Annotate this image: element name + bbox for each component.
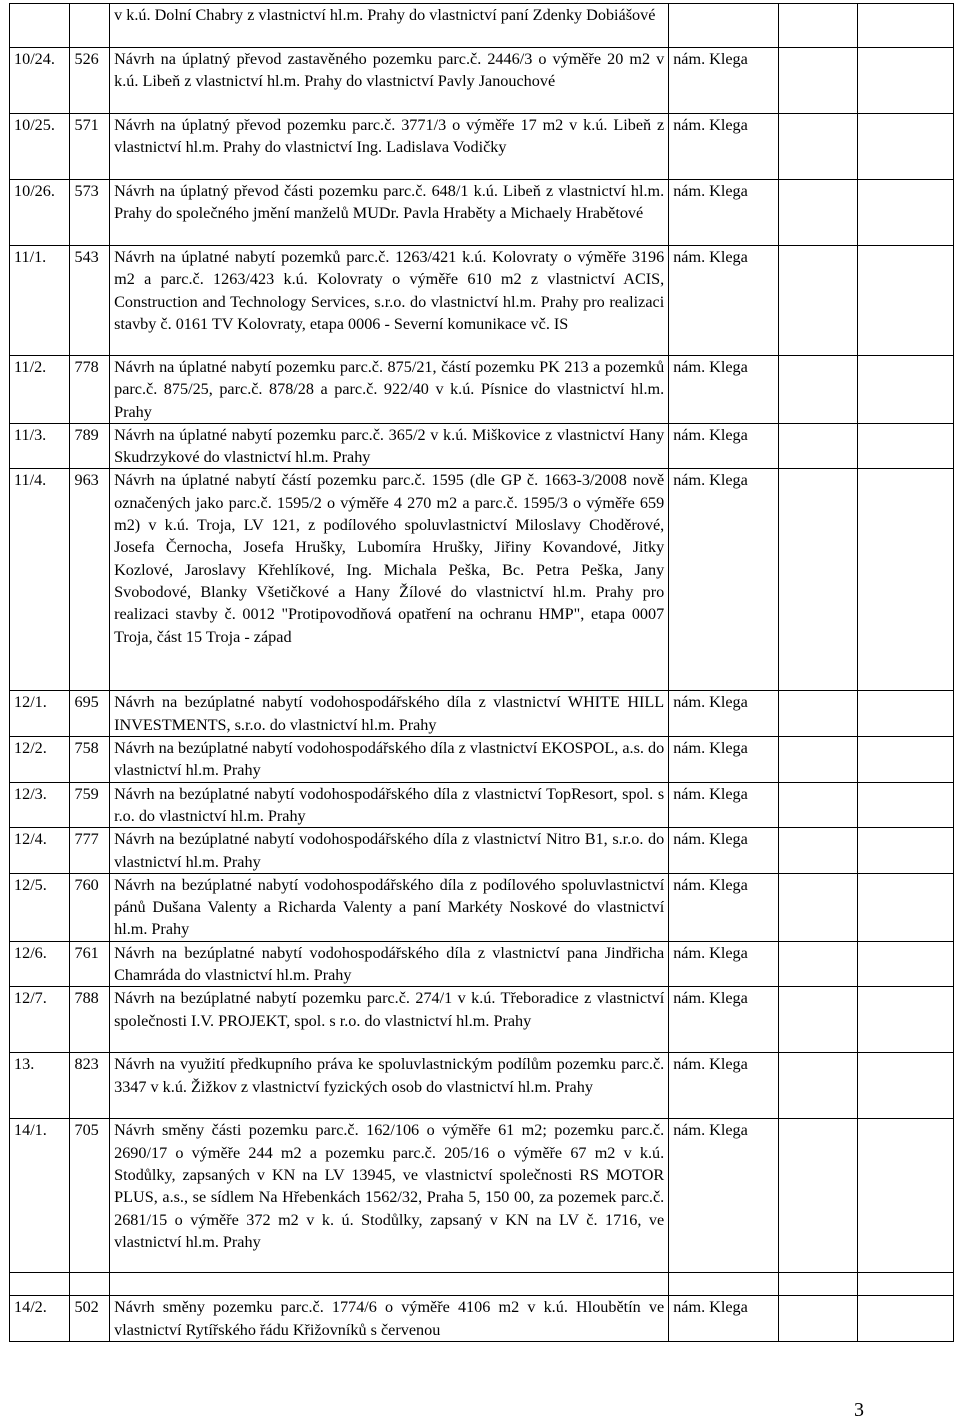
item-responsible: nám. Klega (669, 873, 779, 941)
item-description: Návrh na úplatný převod části pozemku parc.č. 648/1 k.ú. Libeň z vlastnictví hl.m. Prahy do společného jmění manželů MUDr. Pavla Hraběty a Michaely Hrabětové (110, 180, 669, 246)
empty-cell (857, 246, 953, 356)
item-responsible: nám. Klega (669, 1053, 779, 1119)
empty-cell (857, 782, 953, 828)
empty-cell (778, 873, 857, 941)
item-number: 12/6. (10, 941, 70, 987)
item-responsible: nám. Klega (669, 356, 779, 424)
agenda-row (10, 828, 954, 874)
item-reference: 705 (70, 1119, 110, 1273)
item-description: Návrh na bezúplatné nabytí vodohospodářského díla z vlastnictví WHITE HILL INVESTMENTS, s.r.o. do vlastnictví hl.m. Prahy (110, 691, 669, 737)
item-description: Návrh na bezúplatné nabytí pozemku parc.č. 274/1 v k.ú. Třeboradice z vlastnictví společnosti I.V. PROJEKT, spol. s r.o. do vlastnictví hl.m. Prahy (110, 987, 669, 1053)
item-description: Návrh na bezúplatné nabytí vodohospodářského díla z vlastnictví Nitro B1, s.r.o. do vlastnictví hl.m. Prahy (110, 828, 669, 874)
empty-cell (857, 4, 953, 48)
item-reference: 758 (70, 737, 110, 783)
item-reference: 695 (70, 691, 110, 737)
item-reference: 571 (70, 114, 110, 180)
item-number: 10/25. (10, 114, 70, 180)
item-responsible: nám. Klega (669, 469, 779, 691)
spacer-cell (857, 1273, 953, 1296)
empty-cell (857, 737, 953, 783)
empty-cell (857, 828, 953, 874)
item-reference: 963 (70, 469, 110, 691)
item-responsible: nám. Klega (669, 941, 779, 987)
item-description: Návrh směny části pozemku parc.č. 162/106 o výměře 61 m2; pozemku parc.č. 2690/17 o výměře 244 m2 a pozemku parc.č. 205/16 o výměře 67 m2 v k.ú. Stodůlky, zapsaných v KN na LV 13945, ve vlastnictví společnosti RS MOTOR PLUS, a.s., se sídlem Na Hřebenkách 1562/32, Praha 5, 150 00, za pozemek parc.č. 2681/15 o výměře 372 m2 v k. ú. Stodůlky, zapsaný v KN na LV č. 1716, ve vlastnictví hl.m. Prahy (110, 1119, 669, 1273)
item-reference: 761 (70, 941, 110, 987)
item-number: 14/1. (10, 1119, 70, 1273)
spacer-cell (778, 1273, 857, 1296)
empty-cell (857, 180, 953, 246)
item-number: 12/4. (10, 828, 70, 874)
item-reference: 526 (70, 48, 110, 114)
item-responsible: nám. Klega (669, 114, 779, 180)
empty-cell (778, 246, 857, 356)
item-responsible: nám. Klega (669, 987, 779, 1053)
agenda-row (10, 737, 954, 783)
empty-cell (778, 48, 857, 114)
agenda-row (10, 987, 954, 1053)
item-number: 14/2. (10, 1296, 70, 1342)
item-reference: 759 (70, 782, 110, 828)
agenda-row (10, 941, 954, 987)
item-description: Návrh na úplatné nabytí pozemku parc.č. 875/21, částí pozemku PK 213 a pozemků parc.č. 875/25, parc.č. 878/28 a parc.č. 922/40 v k.ú. Písnice do vlastnictví hl.m. Prahy (110, 356, 669, 424)
empty-cell (857, 873, 953, 941)
empty-cell (857, 114, 953, 180)
item-description: Návrh na bezúplatné nabytí vodohospodářského díla z vlastnictví EKOSPOL, a.s. do vlastnictví hl.m. Prahy (110, 737, 669, 783)
item-responsible: nám. Klega (669, 737, 779, 783)
empty-cell (778, 987, 857, 1053)
agenda-row (10, 246, 954, 356)
item-number: 12/5. (10, 873, 70, 941)
agenda-row (10, 356, 954, 424)
item-number: 12/7. (10, 987, 70, 1053)
item-description: Návrh na úplatné nabytí pozemků parc.č. 1263/421 k.ú. Kolovraty o výměře 3196 m2 a parc.č. 1263/423 k.ú. Kolovraty o výměře 610 m2 z vlastnictví ACIS, Construction and Technology Services, s.r.o. do vlastnictví hl.m. Prahy pro realizaci stavby č. 0161 TV Kolovraty, etapa 0006 - Severní komunikace vč. IS (110, 246, 669, 356)
item-responsible: nám. Klega (669, 828, 779, 874)
spacer-cell (110, 1273, 669, 1296)
item-reference: 788 (70, 987, 110, 1053)
agenda-row (10, 1053, 954, 1119)
item-responsible: nám. Klega (669, 48, 779, 114)
item-reference: 543 (70, 246, 110, 356)
item-reference: 823 (70, 1053, 110, 1119)
item-responsible: nám. Klega (669, 1119, 779, 1273)
item-number: 10/26. (10, 180, 70, 246)
agenda-row (10, 873, 954, 941)
empty-cell (778, 469, 857, 691)
agenda-body (10, 4, 954, 1342)
agenda-row (10, 114, 954, 180)
empty-cell (857, 1296, 953, 1342)
empty-cell (857, 987, 953, 1053)
item-description: Návrh na bezúplatné nabytí vodohospodářského díla z podílového spoluvlastnictví pánů Dušana Valenty a Richarda Valenty a paní Markéty Noskové do vlastnictví hl.m. Prahy (110, 873, 669, 941)
item-number: 11/4. (10, 469, 70, 691)
item-responsible: nám. Klega (669, 1296, 779, 1342)
item-description: Návrh na bezúplatné nabytí vodohospodářského díla z vlastnictví TopResort, spol. s r.o. do vlastnictví hl.m. Prahy (110, 782, 669, 828)
empty-cell (778, 1296, 857, 1342)
spacer-cell (70, 1273, 110, 1296)
agenda-row (10, 1119, 954, 1273)
item-responsible: nám. Klega (669, 691, 779, 737)
item-description: Návrh na úplatné nabytí částí pozemku parc.č. 1595 (dle GP č. 1663-3/2008 nově označených jako parc.č. 1595/2 o výměře 4 270 m2 a parc.č. 1595/3 o výměře 659 m2) v k.ú. Troja, LV 121, z podílového spoluvlastnictví Miloslavy Choděrové, Josefa Černocha, Josefa Hrušky, Lubomíra Hrušky, Jiřiny Kovandové, Jitky Kozlové, Jaroslavy Křehlíkové, Ing. Michala Peška, Bc. Petra Peška, Jany Svobodové, Blanky Všetičkové a Hany Žílové do vlastnictví hl.m. Prahy pro realizaci stavby č. 0012 "Protipovodňová opatření na ochranu HMP", etapa 0007 Troja, část 15 Troja - západ (110, 469, 669, 691)
empty-cell (778, 356, 857, 424)
agenda-row (10, 782, 954, 828)
spacer-cell (10, 1273, 70, 1296)
agenda-row (10, 4, 954, 48)
item-responsible: nám. Klega (669, 180, 779, 246)
empty-cell (778, 941, 857, 987)
item-description: Návrh na úplatný převod pozemku parc.č. 3771/3 o výměře 17 m2 v k.ú. Libeň z vlastnictví hl.m. Prahy do vlastnictví Ing. Ladislava Vodičky (110, 114, 669, 180)
agenda-row (10, 180, 954, 246)
agenda-table (9, 3, 954, 1342)
item-reference: 502 (70, 1296, 110, 1342)
item-number: 12/3. (10, 782, 70, 828)
empty-cell (778, 691, 857, 737)
empty-cell (857, 423, 953, 469)
empty-cell (778, 180, 857, 246)
empty-cell (857, 469, 953, 691)
agenda-row (10, 691, 954, 737)
agenda-row (10, 1296, 954, 1342)
item-description: Návrh na bezúplatné nabytí vodohospodářského díla z vlastnictví pana Jindřicha Chamráda do vlastnictví hl.m. Prahy (110, 941, 669, 987)
empty-cell (857, 48, 953, 114)
empty-cell (857, 356, 953, 424)
item-description: Návrh na využití předkupního práva ke spoluvlastnickým podílům pozemku parc.č. 3347 v k.ú. Žižkov z vlastnictví fyzických osob do vlastnictví hl.m. Prahy (110, 1053, 669, 1119)
item-number: 10/24. (10, 48, 70, 114)
empty-cell (857, 691, 953, 737)
item-description: Návrh směny pozemku parc.č. 1774/6 o výměře 4106 m2 v k.ú. Hloubětín ve vlastnictví Rytířského řádu Křižovníků s červenou (110, 1296, 669, 1342)
page-number: 3 (854, 1399, 864, 1421)
empty-cell (778, 782, 857, 828)
empty-cell (778, 1119, 857, 1273)
agenda-row (10, 469, 954, 691)
spacer-cell (669, 1273, 779, 1296)
item-responsible: nám. Klega (669, 782, 779, 828)
item-reference: 760 (70, 873, 110, 941)
empty-cell (857, 1053, 953, 1119)
empty-cell (778, 1053, 857, 1119)
item-reference: 778 (70, 356, 110, 424)
spacer-row (10, 1273, 954, 1296)
item-reference: 789 (70, 423, 110, 469)
empty-cell (778, 423, 857, 469)
item-number: 11/2. (10, 356, 70, 424)
empty-cell (778, 4, 857, 48)
item-number: 11/3. (10, 423, 70, 469)
item-reference: 573 (70, 180, 110, 246)
item-description: Návrh na úplatné nabytí pozemku parc.č. 365/2 v k.ú. Miškovice z vlastnictví Hany Skudrzykové do vlastnictví hl.m. Prahy (110, 423, 669, 469)
item-responsible (669, 4, 779, 48)
item-number: 13. (10, 1053, 70, 1119)
item-reference (70, 4, 110, 48)
item-description: v k.ú. Dolní Chabry z vlastnictví hl.m. Prahy do vlastnictví paní Zdenky Dobiášové (110, 4, 669, 48)
empty-cell (857, 941, 953, 987)
empty-cell (778, 828, 857, 874)
item-number: 11/1. (10, 246, 70, 356)
item-number (10, 4, 70, 48)
empty-cell (857, 1119, 953, 1273)
item-description: Návrh na úplatný převod zastavěného pozemku parc.č. 2446/3 o výměře 20 m2 v k.ú. Libeň z vlastnictví hl.m. Prahy do vlastnictví Pavly Janouchové (110, 48, 669, 114)
item-number: 12/2. (10, 737, 70, 783)
item-number: 12/1. (10, 691, 70, 737)
agenda-row (10, 48, 954, 114)
agenda-row (10, 423, 954, 469)
empty-cell (778, 737, 857, 783)
item-reference: 777 (70, 828, 110, 874)
item-responsible: nám. Klega (669, 423, 779, 469)
item-responsible: nám. Klega (669, 246, 779, 356)
empty-cell (778, 114, 857, 180)
